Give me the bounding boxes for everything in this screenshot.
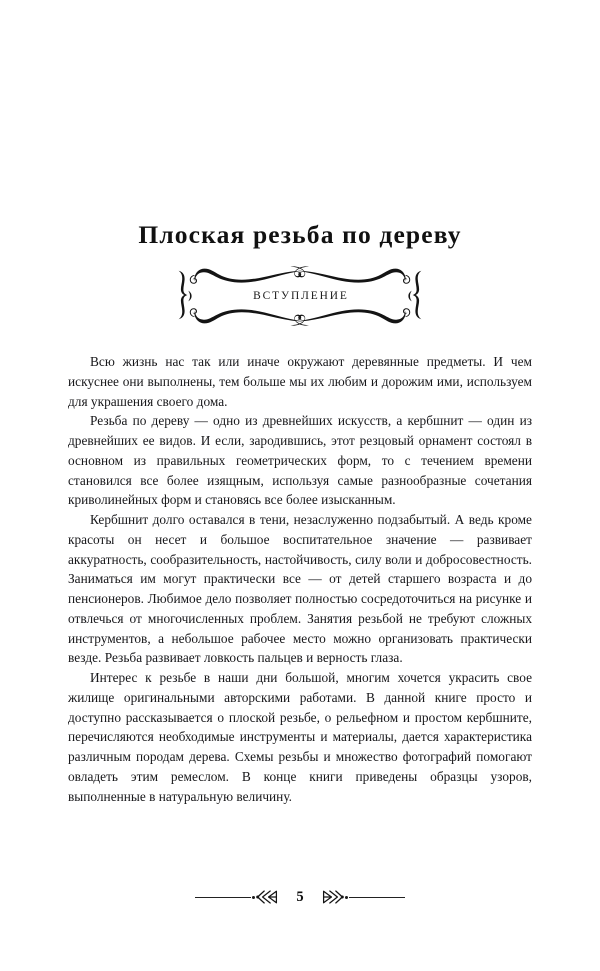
footer-rule-left-dot — [252, 896, 255, 899]
fleuron-arrow-right-icon — [322, 889, 344, 905]
scroll-cartouche-ornament-icon — [150, 264, 450, 328]
section-heading-cartouche — [150, 264, 450, 328]
footer-rule-right — [349, 897, 405, 898]
page-title: Плоская резьба по дереву — [138, 220, 462, 250]
body-copy — [68, 352, 532, 806]
footer-rule-left — [195, 897, 251, 898]
paragraph: Кербшнит долго оставался в тени, незаслуженно подзабытый. А ведь кроме красоты он несет и большое воспитательное значение — развивает аккуратность, сообразительность, настойчивость, силу воли и добросовестность. Заниматься им могут практически все — от детей старшего возраста и до пенсионеров. Любимое дело позволяет полностью сосредоточиться на рисунке и отвлечься от многочисленных проблем. Занятия резьбой не требуют сложных инструментов, а небольшое рабочее место можно организовать практически везде. Резьба развивает ловкость пальцев и верность глаза. — [68, 512, 532, 666]
page-footer — [0, 884, 600, 910]
fleuron-arrow-left-icon — [256, 889, 278, 905]
paragraph: Резьба по дереву — одно из древнейших искусств, а кербшнит — один из древнейших ее видов. И если, зародившись, этот резцовый орнамент состоял в основном из правильных геометрических форм, то с течением времени становился все более изящным, используя самые разнообразные сочетания криволинейных форм и становясь все более изысканным. — [68, 413, 532, 508]
page-number: 5 — [296, 888, 304, 905]
paragraph: Всю жизнь нас так или иначе окружают деревянные предметы. И чем искуснее они выполнены, тем больше мы их любим и дорожим ими, используем для украшения своего дома. — [68, 354, 532, 409]
section-heading-label: ВСТУПЛЕНИЕ — [253, 290, 349, 302]
paragraph: Интерес к резьбе в наши дни большой, многим хочется украсить свое жилище оригинальными авторскими работами. В данной книге просто и доступно рассказывается о плоской резьбе, о рельефном и простом кербшните, перечисляются необходимые инструменты и материалы, дается характеристика различным породам дерева. Схемы резьбы и множество фотографий помогают овладеть этим ремеслом. В конце книги приведены образцы узоров, выполненные в натуральную величину. — [68, 670, 532, 804]
footer-rule-right-dot — [345, 896, 348, 899]
